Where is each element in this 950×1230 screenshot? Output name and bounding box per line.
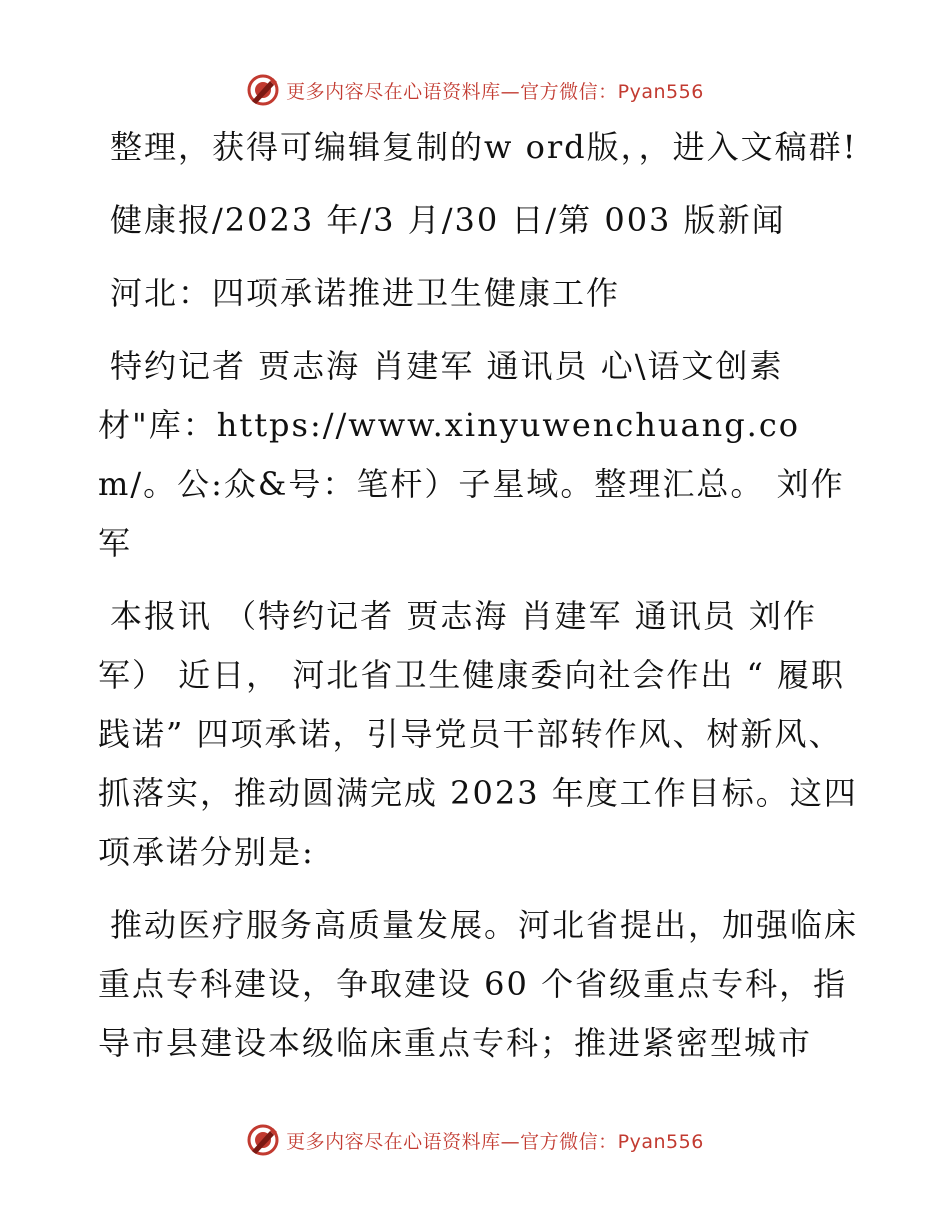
paragraph-intro: 整理，获得可编辑复制的w ord版，，进入文稿群! bbox=[110, 128, 858, 166]
footer-banner bbox=[0, 1120, 950, 1160]
banner-text: 更多内容尽在心语资料库—官方微信：Pyan556 bbox=[286, 80, 704, 103]
paragraph-lead: 本报讯 （特约记者 贾志海 肖建军 通讯员 刘作军） 近日， 河北省卫生健康委向社会作出 “ 履职践诺” 四项承诺，引导党员干部转作风、树新风、抓落实，推动圆满完成 2023 年度工作目标。这四项承诺分别是: bbox=[98, 597, 858, 871]
header-banner bbox=[0, 70, 950, 110]
paragraph-byline: 特约记者 贾志海 肖建军 通讯员 心\语文创素材"库：https://www.xinyuwenchuang.com/。公:众&号：笔杆）子星域。整理汇总。 刘作军 bbox=[98, 347, 845, 562]
paragraph-headline: 河北：四项承诺推进卫生健康工作 bbox=[110, 274, 621, 312]
pen-seal-logo-icon bbox=[246, 73, 280, 107]
banner-text: 更多内容尽在心语资料库—官方微信：Pyan556 bbox=[286, 1130, 704, 1153]
paragraph-source-line: 健康报/2023 年/3 月/30 日/第 003 版新闻 bbox=[110, 201, 786, 239]
document-body bbox=[98, 118, 858, 1087]
footer-banner-inner bbox=[246, 1120, 704, 1160]
paragraph-body: 推动医疗服务高质量发展。河北省提出，加强临床重点专科建设，争取建设 60 个省级重点专科，指导市县建设本级临床重点专科；推进紧密型城市 bbox=[98, 906, 859, 1062]
header-banner-inner bbox=[246, 70, 704, 110]
pen-seal-logo-icon bbox=[246, 1123, 280, 1157]
